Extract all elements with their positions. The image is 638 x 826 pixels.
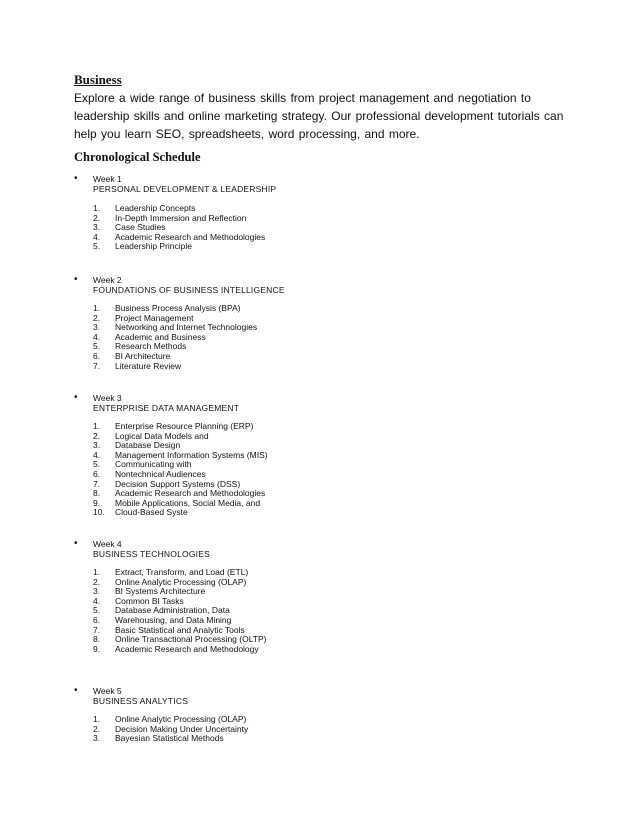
topic-text: Case Studies — [115, 222, 166, 233]
topic-number: 8. — [93, 634, 101, 645]
topic-number: 6. — [93, 614, 101, 625]
topic-number: 3. — [93, 586, 101, 597]
topic-text: Database Design — [115, 440, 181, 451]
topic-number: 5. — [93, 241, 101, 252]
week-label: Week 1 — [93, 174, 122, 184]
bullet-icon: • — [74, 538, 78, 549]
week-title: FOUNDATIONS OF BUSINESS INTELLIGENCE — [93, 285, 285, 295]
week-label: Week 5 — [93, 686, 122, 696]
topic-number: 4. — [93, 231, 101, 242]
topic-text: Common BI Tasks — [115, 595, 184, 606]
topic-text: Mobile Applications, Social Media, and — [115, 497, 261, 508]
topic-number: 7. — [93, 624, 101, 635]
bullet-icon: • — [74, 274, 78, 285]
topic-list — [93, 304, 257, 371]
week-label: Week 3 — [93, 393, 122, 403]
week-title: BUSINESS TECHNOLOGIES — [93, 549, 210, 559]
schedule-heading: Chronological Schedule — [74, 150, 201, 164]
week-label: Week 2 — [93, 275, 122, 285]
topic-number: 5. — [93, 459, 101, 470]
topic-list — [93, 204, 265, 252]
topic-number: 3. — [93, 733, 101, 744]
topic-text: Basic Statistical and Analytic Tools — [115, 624, 245, 635]
week-title: PERSONAL DEVELOPMENT & LEADERSHIP — [93, 184, 277, 194]
topic-number: 1. — [93, 303, 101, 313]
topic-text: Online Transactional Processing (OLTP) — [115, 634, 267, 645]
topic-item — [93, 242, 265, 252]
topic-text: BI Systems Architecture — [115, 586, 206, 597]
topic-text: Logical Data Models and — [115, 430, 209, 441]
topic-text: Online Analytic Processing (OLAP) — [115, 714, 247, 724]
topic-text: Research Methods — [115, 341, 187, 352]
topic-text: In-Depth Immersion and Reflection — [115, 212, 247, 223]
topic-number: 4. — [93, 595, 101, 606]
topic-number: 8. — [93, 488, 101, 499]
topic-number: 6. — [93, 468, 101, 479]
topic-text: Networking and Internet Technologies — [115, 322, 258, 333]
week-title: ENTERPRISE DATA MANAGEMENT — [93, 403, 240, 413]
topic-list — [93, 422, 268, 518]
topic-list — [93, 715, 248, 744]
topic-item — [93, 508, 268, 518]
topic-number: 2. — [93, 430, 101, 441]
topic-text: Academic and Business — [115, 331, 206, 342]
topic-text: Leadership Principle — [115, 241, 193, 252]
topic-text: Business Process Analysis (BPA) — [115, 303, 241, 313]
topic-number: 10. — [93, 507, 105, 518]
topic-text: Decision Support Systems (DSS) — [115, 478, 241, 489]
topic-number: 1. — [93, 203, 101, 213]
topic-number: 5. — [93, 341, 101, 352]
topic-number: 3. — [93, 440, 101, 451]
topic-number: 9. — [93, 643, 101, 654]
topic-text: Leadership Concepts — [115, 203, 196, 213]
week-title: BUSINESS ANALYTICS — [93, 696, 189, 706]
topic-number: 4. — [93, 331, 101, 342]
topic-text: Decision Making Under Uncertainty — [115, 723, 249, 734]
week-label: Week 4 — [93, 539, 122, 549]
topic-text: Communicating with — [115, 459, 192, 470]
topic-number: 5. — [93, 605, 101, 616]
topic-list — [93, 568, 267, 654]
topic-number: 7. — [93, 478, 101, 489]
topic-number: 3. — [93, 322, 101, 333]
topic-text: Nontechnical Audiences — [115, 468, 206, 479]
topic-text: Academic Research and Methodologies — [115, 231, 266, 242]
topic-text: Literature Review — [115, 360, 182, 371]
topic-number: 3. — [93, 222, 101, 233]
topic-text: Warehousing, and Data Mining — [115, 614, 232, 625]
topic-number: 2. — [93, 723, 101, 734]
topic-number: 1. — [93, 567, 101, 577]
topic-item — [93, 645, 267, 655]
bullet-icon: • — [74, 392, 78, 403]
page-title: Business — [74, 72, 122, 87]
topic-text: BI Architecture — [115, 350, 171, 361]
topic-number: 2. — [93, 212, 101, 223]
topic-number: 2. — [93, 576, 101, 587]
topic-item — [93, 362, 257, 372]
topic-text: Extract, Transform, and Load (ETL) — [115, 567, 249, 577]
bullet-icon: • — [74, 685, 78, 696]
topic-text: Database Administration, Data — [115, 605, 230, 616]
topic-text: Online Analytic Processing (OLAP) — [115, 576, 247, 587]
topic-number: 6. — [93, 350, 101, 361]
topic-text: Management Information Systems (MIS) — [115, 449, 268, 460]
topic-text: Academic Research and Methodologies — [115, 488, 266, 499]
topic-text: Academic Research and Methodology — [115, 643, 259, 654]
topic-number: 1. — [93, 714, 101, 724]
bullet-icon: • — [74, 173, 78, 184]
topic-text: Cloud-Based Syste — [115, 507, 188, 518]
topic-text: Project Management — [115, 312, 194, 323]
topic-number: 7. — [93, 360, 101, 371]
topic-number: 1. — [93, 421, 101, 431]
topic-number: 9. — [93, 497, 101, 508]
intro-paragraph: Explore a wide range of business skills from project management and negotiation to leadership skills and online marketing strategy. Our professional development tutorials can help you learn SEO, spreadsheets, word processing, and more. — [74, 91, 564, 141]
topic-number: 4. — [93, 449, 101, 460]
topic-text: Bayesian Statistical Methods — [115, 733, 224, 744]
topic-item — [93, 734, 248, 744]
topic-text: Enterprise Resource Planning (ERP) — [115, 421, 254, 431]
topic-number: 2. — [93, 312, 101, 323]
